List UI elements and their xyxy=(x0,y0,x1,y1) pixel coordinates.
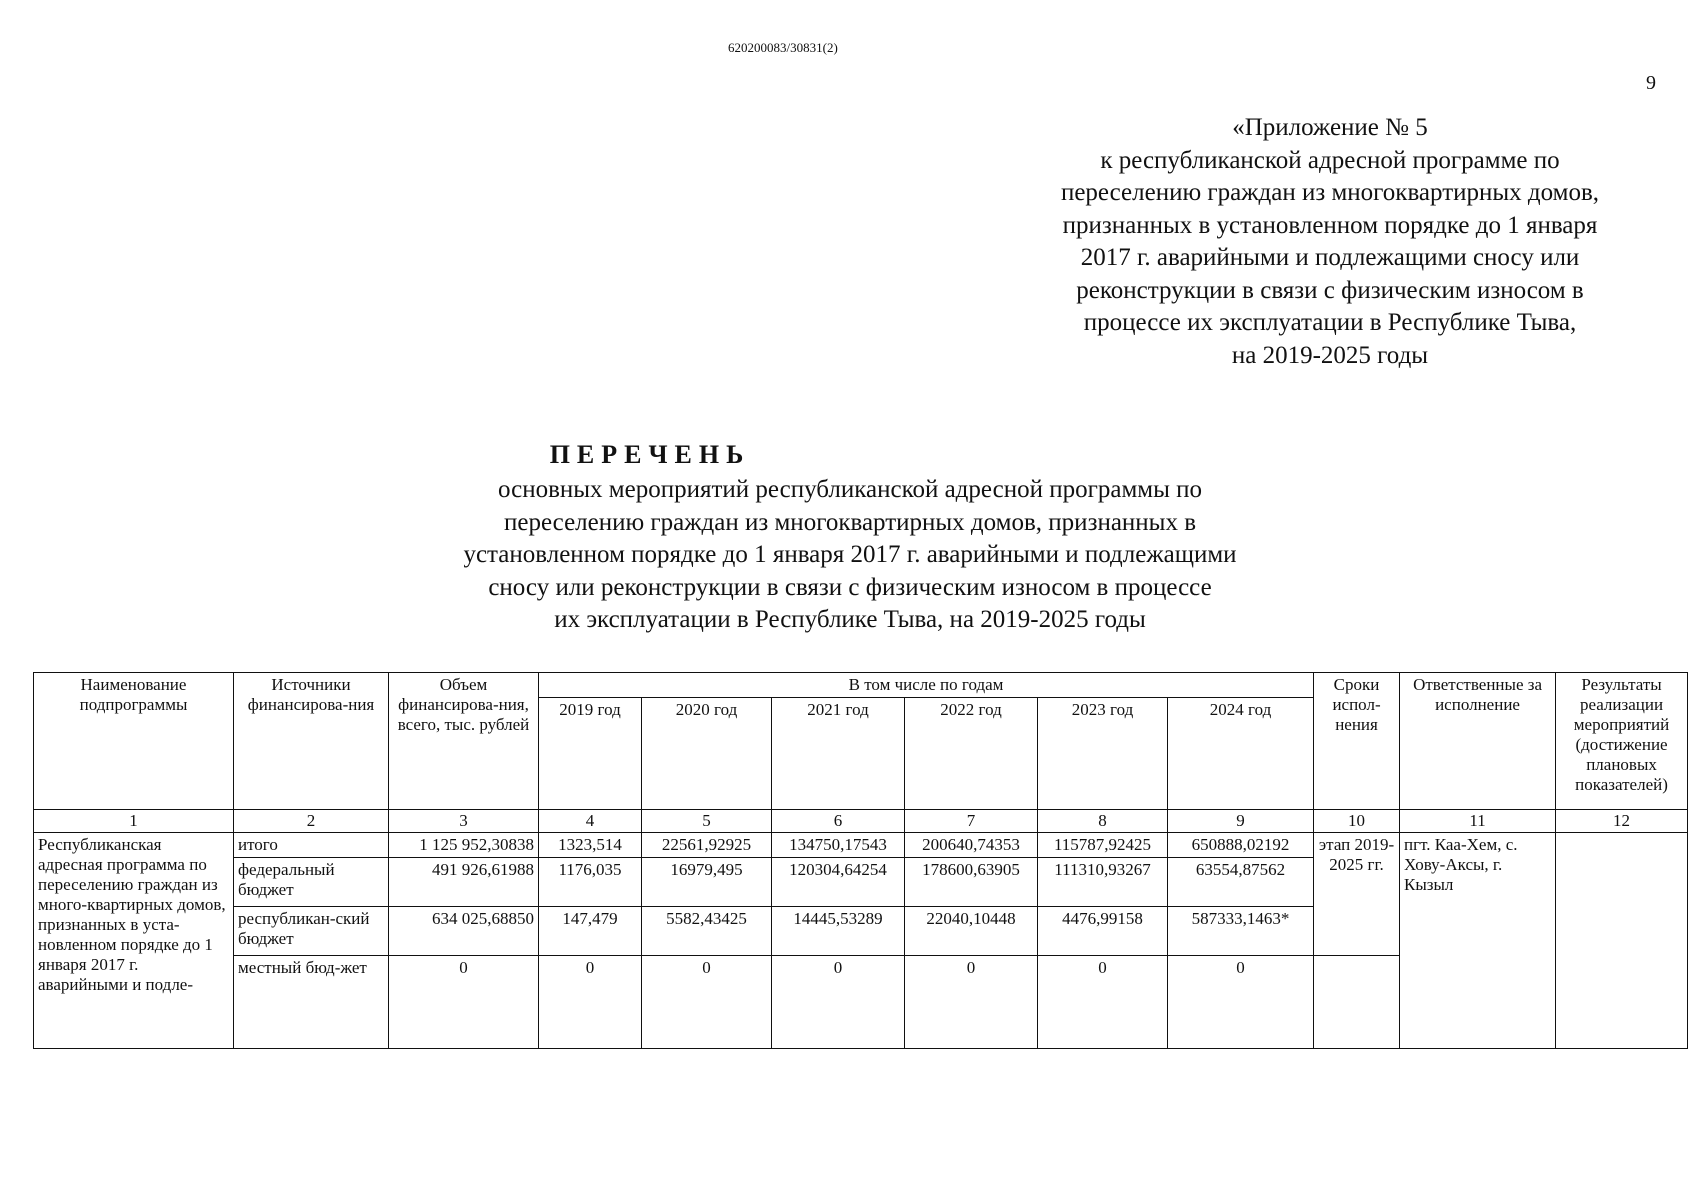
page-number: 9 xyxy=(1646,72,1656,94)
total-cell: 491 926,61988 xyxy=(389,858,539,907)
column-number: 12 xyxy=(1556,810,1688,833)
year-value-cell: 147,479 xyxy=(539,907,642,956)
year-value-cell: 22561,92925 xyxy=(642,833,772,858)
header-results: Результаты реализации мероприятий (достижение плановых показателей) xyxy=(1556,673,1688,810)
header-name: Наименование подпрограммы xyxy=(34,673,234,810)
source-cell: местный бюд-жет xyxy=(234,956,389,1049)
document-code: 620200083/30831(2) xyxy=(728,40,838,55)
terms-cell: этап 2019-2025 гг. xyxy=(1314,833,1400,956)
list-title: ПЕРЕЧЕНЬ xyxy=(549,440,751,469)
year-value-cell: 178600,63905 xyxy=(905,858,1038,907)
column-number: 9 xyxy=(1168,810,1314,833)
year-value-cell: 0 xyxy=(642,956,772,1049)
column-number: 8 xyxy=(1038,810,1168,833)
total-cell: 0 xyxy=(389,956,539,1049)
total-cell: 1 125 952,30838 xyxy=(389,833,539,858)
program-table xyxy=(33,672,1688,1049)
year-value-cell: 111310,93267 xyxy=(1038,858,1168,907)
column-number-row xyxy=(34,810,1688,833)
appendix-line: реконструкции в связи с физическим износом в xyxy=(1076,276,1584,304)
header-terms: Сроки испол-нения xyxy=(1314,673,1400,810)
header-responsible: Ответственные за исполнение xyxy=(1400,673,1556,810)
column-number: 7 xyxy=(905,810,1038,833)
year-value-cell: 0 xyxy=(905,956,1038,1049)
header-sources: Источники финансирова-ния xyxy=(234,673,389,810)
appendix-line: переселению граждан из многоквартирных домов, xyxy=(1060,179,1600,206)
year-value-cell: 134750,17543 xyxy=(772,833,905,858)
column-number: 6 xyxy=(772,810,905,833)
year-value-cell: 0 xyxy=(1038,956,1168,1049)
appendix-line: процессе их эксплуатации в Республике Тыва, xyxy=(1083,309,1577,336)
column-number: 3 xyxy=(389,810,539,833)
year-value-cell: 5582,43425 xyxy=(642,907,772,956)
year-value-cell: 115787,92425 xyxy=(1038,833,1168,858)
year-value-cell: 200640,74353 xyxy=(905,833,1038,858)
year-value-cell: 16979,495 xyxy=(642,858,772,907)
subtitle-line: сносу или реконструкции в связи с физическим износом в процессе xyxy=(488,573,1212,601)
source-cell: федеральный бюджет xyxy=(234,858,389,907)
subtitle-line: переселению граждан из многоквартирных домов, признанных в xyxy=(503,508,1197,536)
appendix-line: на 2019-2025 годы xyxy=(1231,341,1429,369)
appendix-header xyxy=(985,112,1675,372)
responsible-cell: пгт. Каа-Хем, с. Хову-Аксы, г. Кызыл xyxy=(1400,833,1556,1049)
source-cell: итого xyxy=(234,833,389,858)
year-value-cell: 0 xyxy=(539,956,642,1049)
year-value-cell: 0 xyxy=(772,956,905,1049)
header-year: 2021 год xyxy=(772,698,905,810)
subtitle-line: их эксплуатации в Республике Тыва, на 2019-2025 годы xyxy=(554,606,1146,633)
list-subtitle xyxy=(400,474,1300,637)
appendix-line: 2017 г. аварийными и подлежащими сносу или xyxy=(1080,244,1580,271)
year-value-cell: 63554,87562 xyxy=(1168,858,1314,907)
total-cell: 634 025,68850 xyxy=(389,907,539,956)
source-cell: республикан-ский бюджет xyxy=(234,907,389,956)
column-number: 5 xyxy=(642,810,772,833)
program-name-cell: Республиканская адресная программа по переселению граждан из много-квартирных домов, признанных в уста-новленном порядке до 1 января 2017 г. аварийными и подле- xyxy=(34,833,234,1049)
header-year: 2020 год xyxy=(642,698,772,810)
appendix-line: к республиканской адресной программе по xyxy=(1100,146,1560,174)
table-row xyxy=(34,833,1688,858)
year-value-cell: 0 xyxy=(1168,956,1314,1049)
column-number: 10 xyxy=(1314,810,1400,833)
header-year: 2022 год xyxy=(905,698,1038,810)
subtitle-line: установленном порядке до 1 января 2017 г. аварийными и подлежащими xyxy=(463,541,1237,568)
column-number: 11 xyxy=(1400,810,1556,833)
year-value-cell: 120304,64254 xyxy=(772,858,905,907)
year-value-cell: 587333,1463* xyxy=(1168,907,1314,956)
year-value-cell: 22040,10448 xyxy=(905,907,1038,956)
column-number: 1 xyxy=(34,810,234,833)
year-value-cell: 1176,035 xyxy=(539,858,642,907)
year-value-cell: 1323,514 xyxy=(539,833,642,858)
column-number: 2 xyxy=(234,810,389,833)
year-value-cell: 14445,53289 xyxy=(772,907,905,956)
terms-empty-cell xyxy=(1314,956,1400,1049)
appendix-line: «Приложение № 5 xyxy=(1232,114,1428,141)
column-number: 4 xyxy=(539,810,642,833)
header-year: 2023 год xyxy=(1038,698,1168,810)
year-value-cell: 4476,99158 xyxy=(1038,907,1168,956)
header-by-years: В том числе по годам xyxy=(539,673,1314,698)
year-value-cell: 650888,02192 xyxy=(1168,833,1314,858)
subtitle-line: основных мероприятий республиканской адресной программы по xyxy=(497,476,1203,503)
header-year: 2019 год xyxy=(539,698,642,810)
appendix-line: признанных в установленном порядке до 1 января xyxy=(1062,211,1598,239)
header-volume: Объем финансирова-ния, всего, тыс. рублей xyxy=(389,673,539,810)
header-year: 2024 год xyxy=(1168,698,1314,810)
results-cell xyxy=(1556,833,1688,1049)
